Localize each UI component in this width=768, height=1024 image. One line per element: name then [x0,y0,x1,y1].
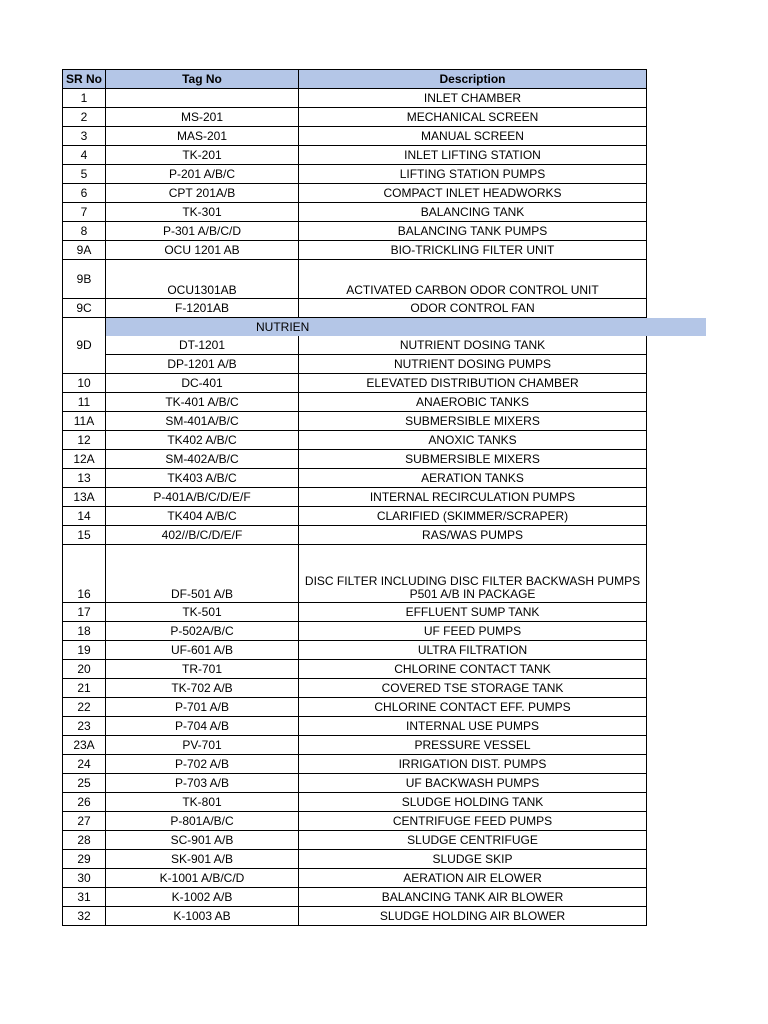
tag-cell: TK-801 [106,793,299,812]
tag-cell: TK-702 A/B [106,679,299,698]
table-row [63,717,647,736]
description-cell: EFFLUENT SUMP TANK [299,603,647,622]
sr-cell: 5 [63,165,106,184]
description-cell: INLET CHAMBER [299,89,647,108]
description-cell: CHLORINE CONTACT EFF. PUMPS [299,698,647,717]
sr-cell: 13 [63,469,106,488]
sr-cell: 21 [63,679,106,698]
description-cell: AERATION TANKS [299,469,647,488]
table-row [63,698,647,717]
sr-cell: 28 [63,831,106,850]
sr-cell: 6 [63,184,106,203]
sr-cell: 17 [63,603,106,622]
table-row [63,431,647,450]
table-row [63,869,647,888]
tag-cell: SM-401A/B/C [106,412,299,431]
sr-cell: 30 [63,869,106,888]
sr-cell: 3 [63,127,106,146]
description-cell: ULTRA FILTRATION [299,641,647,660]
sr-cell: 11A [63,412,106,431]
tag-cell: K-1001 A/B/C/D [106,869,299,888]
group-band-label: NUTRIEN [106,318,706,336]
tag-cell: P-702 A/B [106,755,299,774]
sr-cell: 4 [63,146,106,165]
sr-cell: 22 [63,698,106,717]
description-cell: INTERNAL USE PUMPS [299,717,647,736]
tag-cell: P-703 A/B [106,774,299,793]
table-row [63,336,647,355]
group-band [106,318,647,336]
description-cell: MECHANICAL SCREEN [299,108,647,127]
description-cell: UF BACKWASH PUMPS [299,774,647,793]
table-row [63,203,647,222]
tag-cell: OCU 1201 AB [106,241,299,260]
table-row [63,89,647,108]
tag-cell: TK402 A/B/C [106,431,299,450]
header-row [63,70,647,89]
description-cell: BALANCING TANK [299,203,647,222]
tag-cell: CPT 201A/B [106,184,299,203]
tag-cell: TK-201 [106,146,299,165]
table-row [63,812,647,831]
description-cell: BIO-TRICKLING FILTER UNIT [299,241,647,260]
sr-cell: 9B [63,260,106,299]
tag-cell: K-1003 AB [106,907,299,926]
description-cell: RAS/WAS PUMPS [299,526,647,545]
table-row [63,831,647,850]
description-cell: COVERED TSE STORAGE TANK [299,679,647,698]
tag-cell: DT-1201 [106,336,299,355]
table-row [63,526,647,545]
tag-cell: P-704 A/B [106,717,299,736]
table-row [63,507,647,526]
table-row [63,469,647,488]
sr-cell: 23A [63,736,106,755]
table-row [63,393,647,412]
sr-cell: 26 [63,793,106,812]
description-cell: IRRIGATION DIST. PUMPS [299,755,647,774]
sr-cell: 20 [63,660,106,679]
sr-cell: 2 [63,108,106,127]
table-row [63,545,647,603]
table-row [63,755,647,774]
table-row [63,108,647,127]
tag-cell: MAS-201 [106,127,299,146]
sr-cell: 9D [63,318,106,374]
sr-cell: 19 [63,641,106,660]
table-row [63,355,647,374]
tag-cell: MS-201 [106,108,299,127]
sr-cell: 9A [63,241,106,260]
description-cell: CLARIFIED (SKIMMER/SCRAPER) [299,507,647,526]
tag-cell: TK-301 [106,203,299,222]
tag-cell: P-801A/B/C [106,812,299,831]
sr-cell: 13A [63,488,106,507]
tag-cell: SK-901 A/B [106,850,299,869]
tag-cell: TK-401 A/B/C [106,393,299,412]
tag-cell: P-502A/B/C [106,622,299,641]
tag-cell: TR-701 [106,660,299,679]
description-cell: LIFTING STATION PUMPS [299,165,647,184]
sr-cell: 16 [63,545,106,603]
description-cell: SUBMERSIBLE MIXERS [299,450,647,469]
tag-cell: UF-601 A/B [106,641,299,660]
description-cell: SLUDGE HOLDING TANK [299,793,647,812]
table-row [63,793,647,812]
table-row [63,241,647,260]
sr-cell: 25 [63,774,106,793]
tag-cell: P-301 A/B/C/D [106,222,299,241]
table-row [63,679,647,698]
tag-cell: DC-401 [106,374,299,393]
description-cell: INLET LIFTING STATION [299,146,647,165]
group-band-row [63,318,647,336]
table-row [63,412,647,431]
table-row [63,165,647,184]
table-row [63,603,647,622]
sr-cell: 12 [63,431,106,450]
table-row [63,888,647,907]
tag-cell: P-201 A/B/C [106,165,299,184]
description-cell: SLUDGE HOLDING AIR BLOWER [299,907,647,926]
description-cell: CHLORINE CONTACT TANK [299,660,647,679]
description-cell: BALANCING TANK AIR BLOWER [299,888,647,907]
sr-cell: 7 [63,203,106,222]
sr-cell: 11 [63,393,106,412]
table-row [63,222,647,241]
description-cell: NUTRIENT DOSING TANK [299,336,647,355]
tag-cell: OCU1301AB [106,260,299,299]
header-tag-no: Tag No [106,70,299,89]
description-cell: INTERNAL RECIRCULATION PUMPS [299,488,647,507]
table-row [63,622,647,641]
tag-cell: TK404 A/B/C [106,507,299,526]
sr-cell: 10 [63,374,106,393]
description-cell: CENTRIFUGE FEED PUMPS [299,812,647,831]
table-row [63,260,647,299]
description-cell: ACTIVATED CARBON ODOR CONTROL UNIT [299,260,647,299]
tag-cell: K-1002 A/B [106,888,299,907]
sr-cell: 15 [63,526,106,545]
tag-cell: SC-901 A/B [106,831,299,850]
sr-cell: 8 [63,222,106,241]
description-cell: ANAEROBIC TANKS [299,393,647,412]
table-row [63,299,647,318]
description-cell: ODOR CONTROL FAN [299,299,647,318]
description-cell: SLUDGE SKIP [299,850,647,869]
sr-cell: 29 [63,850,106,869]
header-sr-no: SR No [63,70,106,89]
table-row [63,907,647,926]
sr-cell: 24 [63,755,106,774]
description-cell: BALANCING TANK PUMPS [299,222,647,241]
table-row [63,450,647,469]
table-row [63,660,647,679]
description-cell: MANUAL SCREEN [299,127,647,146]
table-row [63,774,647,793]
description-cell: UF FEED PUMPS [299,622,647,641]
table-row [63,127,647,146]
tag-cell: P-701 A/B [106,698,299,717]
tag-cell: P-401A/B/C/D/E/F [106,488,299,507]
description-cell: DISC FILTER INCLUDING DISC FILTER BACKWASH PUMPS P501 A/B IN PACKAGE [299,545,647,603]
tag-cell: DF-501 A/B [106,545,299,603]
tag-cell: SM-402A/B/C [106,450,299,469]
tag-cell: F-1201AB [106,299,299,318]
description-cell: ANOXIC TANKS [299,431,647,450]
table-row [63,488,647,507]
table-row [63,736,647,755]
table-row [63,850,647,869]
description-cell: ELEVATED DISTRIBUTION CHAMBER [299,374,647,393]
sr-cell: 12A [63,450,106,469]
description-cell: COMPACT INLET HEADWORKS [299,184,647,203]
sr-cell: 9C [63,299,106,318]
description-cell: NUTRIENT DOSING PUMPS [299,355,647,374]
tag-cell: TK-501 [106,603,299,622]
table-row [63,641,647,660]
table-row [63,146,647,165]
sr-cell: 32 [63,907,106,926]
tag-cell: PV-701 [106,736,299,755]
tag-cell: 402//B/C/D/E/F [106,526,299,545]
description-cell: SUBMERSIBLE MIXERS [299,412,647,431]
tag-cell [106,89,299,108]
sr-cell: 14 [63,507,106,526]
sr-cell: 23 [63,717,106,736]
sr-cell: 18 [63,622,106,641]
equipment-table [62,69,647,926]
table-row [63,184,647,203]
tag-cell: DP-1201 A/B [106,355,299,374]
table-row [63,374,647,393]
sr-cell: 31 [63,888,106,907]
tag-cell: TK403 A/B/C [106,469,299,488]
description-cell: AERATION AIR ELOWER [299,869,647,888]
header-description: Description [299,70,647,89]
sr-cell: 1 [63,89,106,108]
sr-cell: 27 [63,812,106,831]
description-cell: PRESSURE VESSEL [299,736,647,755]
description-cell: SLUDGE CENTRIFUGE [299,831,647,850]
